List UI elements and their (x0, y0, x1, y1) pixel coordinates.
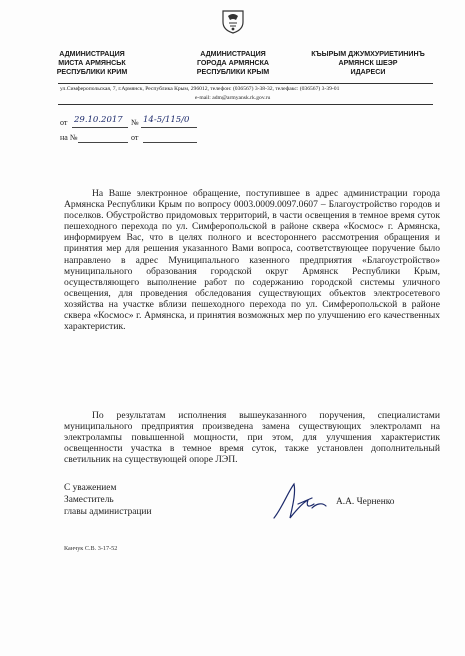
coat-of-arms-icon (222, 8, 244, 34)
header-left-line-3: РЕСПУБЛИКИ КРИМ (56, 68, 128, 76)
header-left-block (32, 50, 152, 77)
header-center-line-3: РЕСПУБЛИКИ КРЫМ (196, 68, 270, 76)
closing-line-3: главы администрации (64, 507, 152, 517)
executor-footer: Канчук С.В. 3-17-52 (64, 545, 118, 552)
date-underline (72, 127, 128, 128)
header-center-line-2: ГОРОДА АРМЯНСКА (196, 59, 270, 67)
header-right-block (308, 50, 428, 77)
letter-body-2 (64, 410, 440, 465)
number-label: № (131, 118, 139, 127)
header-left-line-2: МИСТА АРМЯНСЬК (58, 59, 126, 67)
header-rule-top (58, 83, 433, 84)
contact-address: ул.Симферопольская, 7, г.Армянск, Республика Крым, 296012, телефон: (036567) 3-38-32, телефакс: (036567) 3-39-01 (60, 86, 340, 92)
closing-line-2: Заместитель (64, 495, 114, 505)
reference-underline (78, 142, 128, 143)
signatory-name: А.А. Черненко (336, 497, 395, 507)
date-label: от (60, 118, 68, 127)
reference-label: на № (60, 133, 78, 142)
header-right-line-1: КЪЫРЫМ ДЖУМХУРИЕТИНИНЪ (311, 50, 425, 58)
closing-line-1: С уважением (64, 483, 117, 493)
body-paragraph-1: На Ваше электронное обращение, поступившее в адрес администрации города Армянска Республики Крым по вопросу 0003.0009.0097.0607 – Благоустройство городов и поселков. Обустройство придомовых территорий, в части освещения в темное время суток пешеходного перехода по ул. Симферопольской в районе сквера «Космос» г. Армянска, информируем Вас, что в целях полного и всестороннего рассмотрения обращения и принятия мер для решения указанного Вами вопроса, соответствующее поручение было направлено в адрес Муниципального казенного предприятия «Благоустройство» муниципального образования городской округ Армянск Республики Крым, осуществляющего выполнение работ по содержанию городской системы уличного освещения, для проведения обследования существующих объектов электросетевого хозяйства на участке вблизи пешеходного перехода по ул. Симферопольской в районе сквера «Космос» г. Армянска, и принятия возможных мер по улучшению его качественных характеристик. (64, 188, 440, 333)
handwritten-signature (268, 478, 330, 524)
header-right-line-2: АРМЯНСК ШЕЭР (338, 59, 398, 67)
registration-date: 29.10.2017 (74, 115, 123, 125)
body-paragraph-2: По результатам исполнения вышеуказанного поручения, специалистами муниципального предприятия произведена замена существующих электроламп на электролампы повышенной мощности, при этом, для улучшения характеристик освещенности участка в темное время суток, также установлен дополнительный светильник на существующей опоре ЛЭП. (64, 410, 440, 466)
signature-closing (64, 482, 151, 518)
number-underline (141, 127, 197, 128)
header-center-line-1: АДМИНИСТРАЦИЯ (200, 50, 266, 58)
header-center-block (173, 50, 293, 77)
registration-number: 14-5/115/0 (143, 115, 190, 125)
header-left-line-1: АДМИНИСТРАЦИЯ (59, 50, 125, 58)
reference-date-label: от (131, 133, 139, 142)
reference-date-underline (143, 142, 197, 143)
header-rule-bottom (58, 104, 433, 105)
letter-body (64, 188, 440, 332)
contact-email: e-mail: adm@armyansk.rk.gov.ru (195, 95, 271, 101)
header-right-line-3: ИДАРЕСИ (350, 68, 386, 76)
